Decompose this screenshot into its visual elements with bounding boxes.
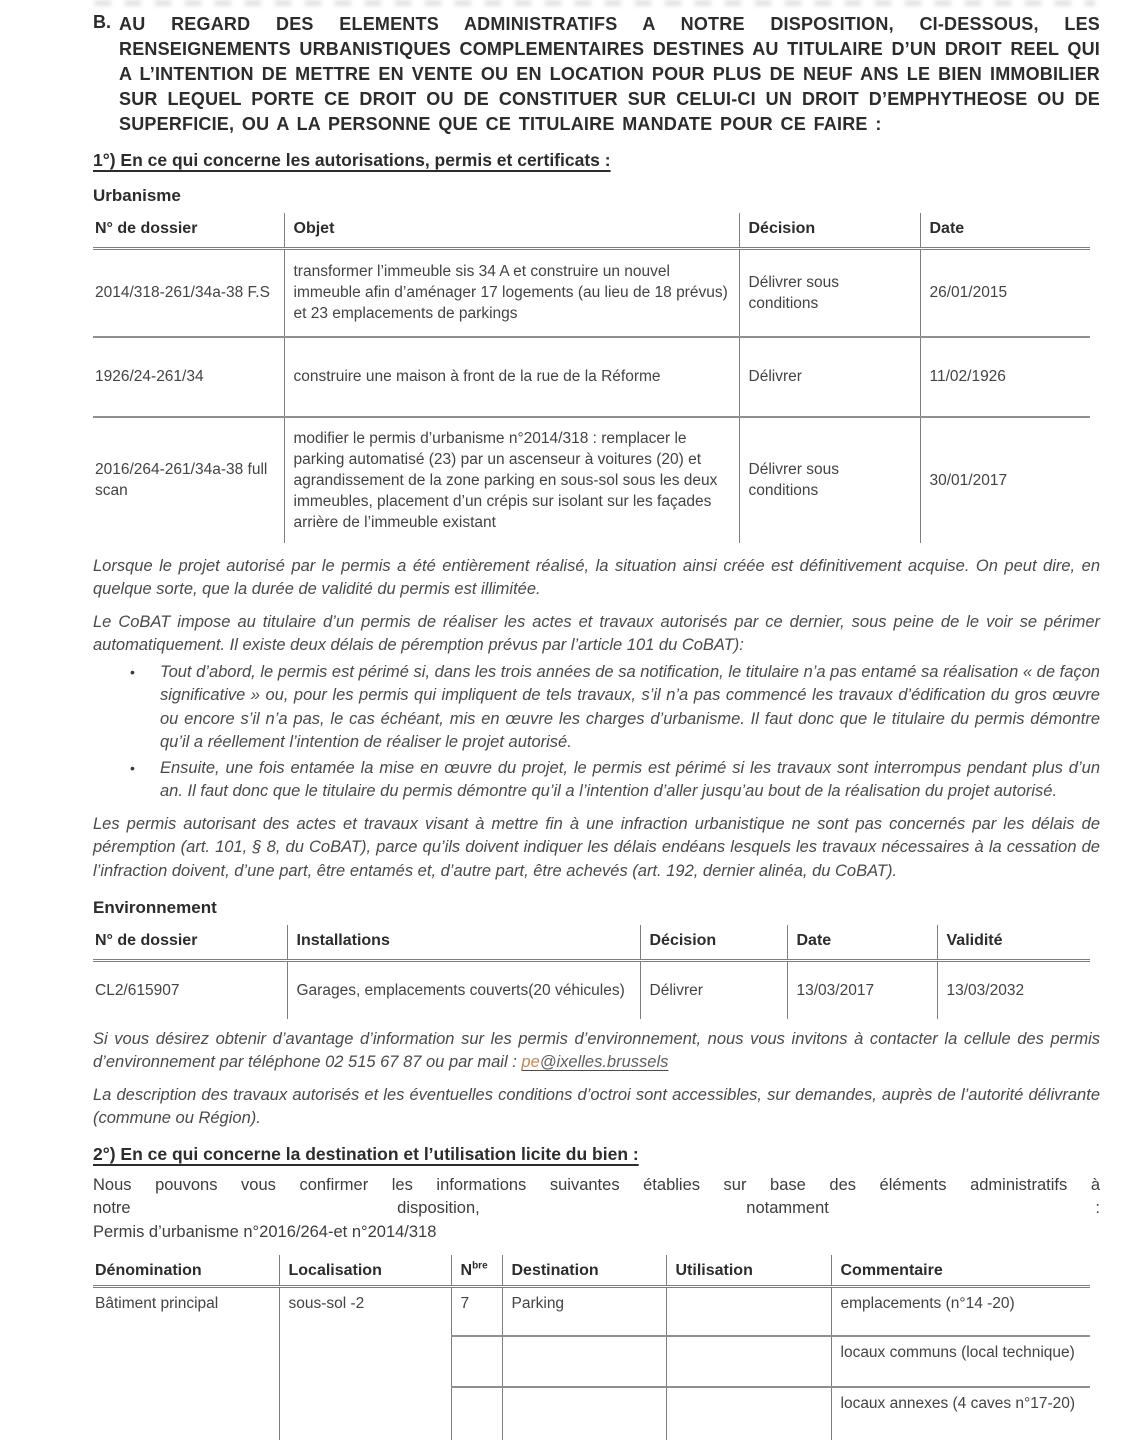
table-row bbox=[93, 249, 1090, 337]
cell-denomination: Bâtiment principal bbox=[95, 1295, 219, 1312]
cell-utilisation bbox=[666, 1387, 831, 1440]
paragraph-infraction: Les permis autorisant des actes et travaux visant à mettre fin à une infraction urbanistique ne sont pas concernés par les délais de péremption (art. 101, § 8, du CoBAT), parce qu’ils doivent indiquer les délais endéans lesquels les travaux nécessaires à la cessation de l’infraction doivent, d’une part, être entamés et, d’autre part, être achevés (art. 192, dernier alinéa, du CoBAT). bbox=[93, 814, 1100, 880]
cell-date: 11/02/1926 bbox=[920, 337, 1090, 417]
cell-objet: construire une maison à front de la rue de la Réforme bbox=[284, 337, 739, 417]
cell-date: 30/01/2017 bbox=[920, 417, 1090, 543]
column-header-destination: Destination bbox=[502, 1255, 666, 1287]
table-row bbox=[93, 417, 1090, 543]
column-header-date: Date bbox=[920, 213, 1090, 249]
bullet-text: Ensuite, une fois entamée la mise en œuvre du projet, le permis est périmé si les travaux sont interrompus pendant plus d’un an. Il faut donc que le titulaire du permis démontre qu’il a l’intention d’aller jusqu’au bout de la réalisation du projet autorisé. bbox=[160, 758, 1100, 800]
cell-dossier: 2016/264-261/34a-38 full scan bbox=[93, 417, 284, 543]
table-row bbox=[93, 337, 1090, 417]
confirmation-word: disposition, bbox=[397, 1199, 480, 1217]
cell-validite: 13/03/2032 bbox=[937, 961, 1090, 1019]
confirmation-word: notamment bbox=[746, 1199, 829, 1217]
cell-dossier: CL2/615907 bbox=[95, 981, 180, 999]
contact-text: Si vous désirez obtenir d’avantage d’information sur les permis d’environnement, nous vous invitons à contacter la cellule des permis d’environnement par téléphone 02 515 67 87 ou par mail : bbox=[93, 1029, 1100, 1071]
column-header-localisation: Localisation bbox=[279, 1255, 451, 1287]
bullet-list bbox=[93, 661, 1100, 804]
email-domain: @ixelles.brussels bbox=[539, 1053, 669, 1071]
cell-utilisation bbox=[666, 1287, 831, 1336]
email-prefix: pe bbox=[521, 1053, 540, 1071]
environnement-title: Environnement bbox=[93, 898, 217, 917]
bullet-icon: • bbox=[130, 759, 135, 776]
intro-text: AU REGARD DES ELEMENTS ADMINISTRATIFS A NOTRE DISPOSITION, CI-DESSOUS, LES RENSEIGNEMENTS URBANISTIQUES COMPLEMENTAIRES DESTINES AU TITULAIRE D’UN DROIT REEL QUI A L’INTENTION DE METTRE EN VENTE OU EN LOCATION POUR PLUS DE NEUF ANS LE BIEN IMMOBILIER SUR LEQUEL PORTE CE DROIT OU DE CONSTITUER SUR CELUI-CI UN DROIT D’EMPHYTHEOSE OU DE SUPERFICIE, OU A LA PERSONNE QUE CE TITULAIRE MANDATE POUR CE FAIRE : bbox=[119, 14, 1100, 134]
urbanisme-table bbox=[93, 213, 1090, 543]
column-header-installations: Installations bbox=[287, 925, 640, 961]
confirmation-line2 bbox=[93, 1197, 1100, 1221]
confirmation-line1: Nous pouvons vous confirmer les informations suivantes établies sur base des éléments administratifs à bbox=[93, 1175, 1100, 1194]
paragraph-description: La description des travaux autorisés et les éventuelles conditions d’octroi sont accessibles, sur demandes, auprès de l’autorité délivrante (commune ou Région). bbox=[93, 1085, 1100, 1127]
column-header-decision: Décision bbox=[739, 213, 920, 249]
urbanisme-header-row bbox=[93, 213, 1090, 249]
cell-nbre bbox=[451, 1387, 502, 1440]
cell-date: 26/01/2015 bbox=[920, 249, 1090, 337]
destination-table bbox=[93, 1255, 1090, 1440]
column-header-dossier: N° de dossier bbox=[93, 213, 284, 249]
email-link[interactable] bbox=[521, 1053, 668, 1071]
environnement-table bbox=[93, 925, 1090, 1019]
bullet-icon: • bbox=[130, 663, 135, 680]
cell-objet: transformer l’immeuble sis 34 A et construire un nouvel immeuble afin d’aménager 17 logements (au lieu de 18 prévus) et 23 emplacements de parkings bbox=[284, 249, 739, 337]
column-header-decision: Décision bbox=[640, 925, 787, 961]
cell-dossier: 1926/24-261/34 bbox=[93, 337, 284, 417]
nbre-base: N bbox=[460, 1262, 473, 1279]
column-header-validite: Validité bbox=[937, 925, 1090, 961]
cell-destination bbox=[502, 1336, 666, 1387]
intro-paragraph bbox=[93, 12, 1100, 137]
environnement-header-row bbox=[93, 925, 1090, 961]
nbre-sup: bre bbox=[472, 1260, 488, 1272]
cell-commentaire: locaux annexes (4 caves n°17-20) bbox=[831, 1387, 1090, 1440]
cell-decision: Délivrer sous conditions bbox=[739, 249, 920, 337]
cell-decision: Délivrer bbox=[739, 337, 920, 417]
cell-commentaire: locaux communs (local technique) bbox=[831, 1336, 1090, 1387]
bullet-item bbox=[130, 661, 1100, 755]
column-header-date: Date bbox=[787, 925, 937, 961]
column-header-nbre bbox=[451, 1255, 502, 1287]
cell-localisation: sous-sol -2 bbox=[279, 1287, 451, 1440]
column-header-dossier: N° de dossier bbox=[93, 925, 287, 961]
confirmation-word: notre bbox=[93, 1199, 131, 1217]
cell-utilisation bbox=[666, 1336, 831, 1387]
cell-destination: Parking bbox=[502, 1287, 666, 1336]
table-row bbox=[93, 961, 1090, 1019]
bullet-text: Tout d’abord, le permis est périmé si, dans les trois années de sa notification, le titulaire n’a pas entamé sa réalisation « de façon significative » ou, pour les permis qui impliquent de tels travaux, s’il n’a pas commencé les travaux d’édification du gros œuvre ou encore s’il n’a pas, le cas échéant, mis en œuvre les charges d’urbanisme. Il faut donc que le titulaire du permis démontre qu’il a réellement l’intention de réaliser le projet autorisé. bbox=[160, 662, 1100, 751]
column-header-utilisation: Utilisation bbox=[666, 1255, 831, 1287]
paragraph-validite: Lorsque le projet autorisé par le permis a été entièrement réalisé, la situation ainsi créée est définitivement acquise. On peut dire, en quelque sorte, que la durée de validité du permis est illimitée. bbox=[93, 556, 1100, 598]
destination-header-row bbox=[93, 1255, 1090, 1287]
section-1-heading: 1°) En ce qui concerne les autorisations, permis et certificats : bbox=[93, 150, 611, 170]
cell-nbre bbox=[451, 1336, 502, 1387]
bullet-item bbox=[130, 757, 1100, 804]
cell-decision: Délivrer bbox=[640, 961, 787, 1019]
cell-dossier: 2014/318-261/34a-38 F.S bbox=[95, 284, 270, 302]
confirmation-line3: Permis d’urbanisme n°2016/264-et n°2014/318 bbox=[93, 1222, 437, 1241]
cell-date: 13/03/2017 bbox=[787, 961, 937, 1019]
table-row bbox=[93, 1287, 1090, 1336]
column-header-commentaire: Commentaire bbox=[831, 1255, 1090, 1287]
confirmation-paragraph bbox=[93, 1174, 1100, 1245]
column-header-objet: Objet bbox=[284, 213, 739, 249]
cell-commentaire: emplacements (n°14 -20) bbox=[831, 1287, 1090, 1336]
paragraph-cobat: Le CoBAT impose au titulaire d’un permis de réaliser les actes et travaux autorisés par ce dernier, sous peine de le voir se périmer automatiquement. Il existe deux délais de péremption prévus par l’article 101 du CoBAT): bbox=[93, 612, 1100, 654]
confirmation-word: : bbox=[1095, 1199, 1100, 1217]
section-2-heading: 2°) En ce qui concerne la destination et l’utilisation licite du bien : bbox=[93, 1143, 639, 1164]
paragraph-contact bbox=[93, 1028, 1100, 1075]
cell-objet: modifier le permis d’urbanisme n°2014/318 : remplacer le parking automatisé (23) par un ascenseur à voitures (20) et agrandissement de la zone parking en sous-sol sous les deux immeubles, placement d’un crépis sur isolant sur les façades arrière de l’immeuble existant bbox=[284, 417, 739, 543]
column-header-denomination: Dénomination bbox=[93, 1255, 279, 1287]
urbanisme-title: Urbanisme bbox=[93, 186, 181, 205]
cell-nbre: 7 bbox=[451, 1287, 502, 1336]
intro-label: B. bbox=[93, 12, 111, 32]
cell-installations: Garages, emplacements couverts(20 véhicules) bbox=[287, 961, 640, 1019]
cell-decision: Délivrer sous conditions bbox=[739, 417, 920, 543]
cell-destination bbox=[502, 1387, 666, 1440]
scan-artifact bbox=[95, 0, 1095, 6]
